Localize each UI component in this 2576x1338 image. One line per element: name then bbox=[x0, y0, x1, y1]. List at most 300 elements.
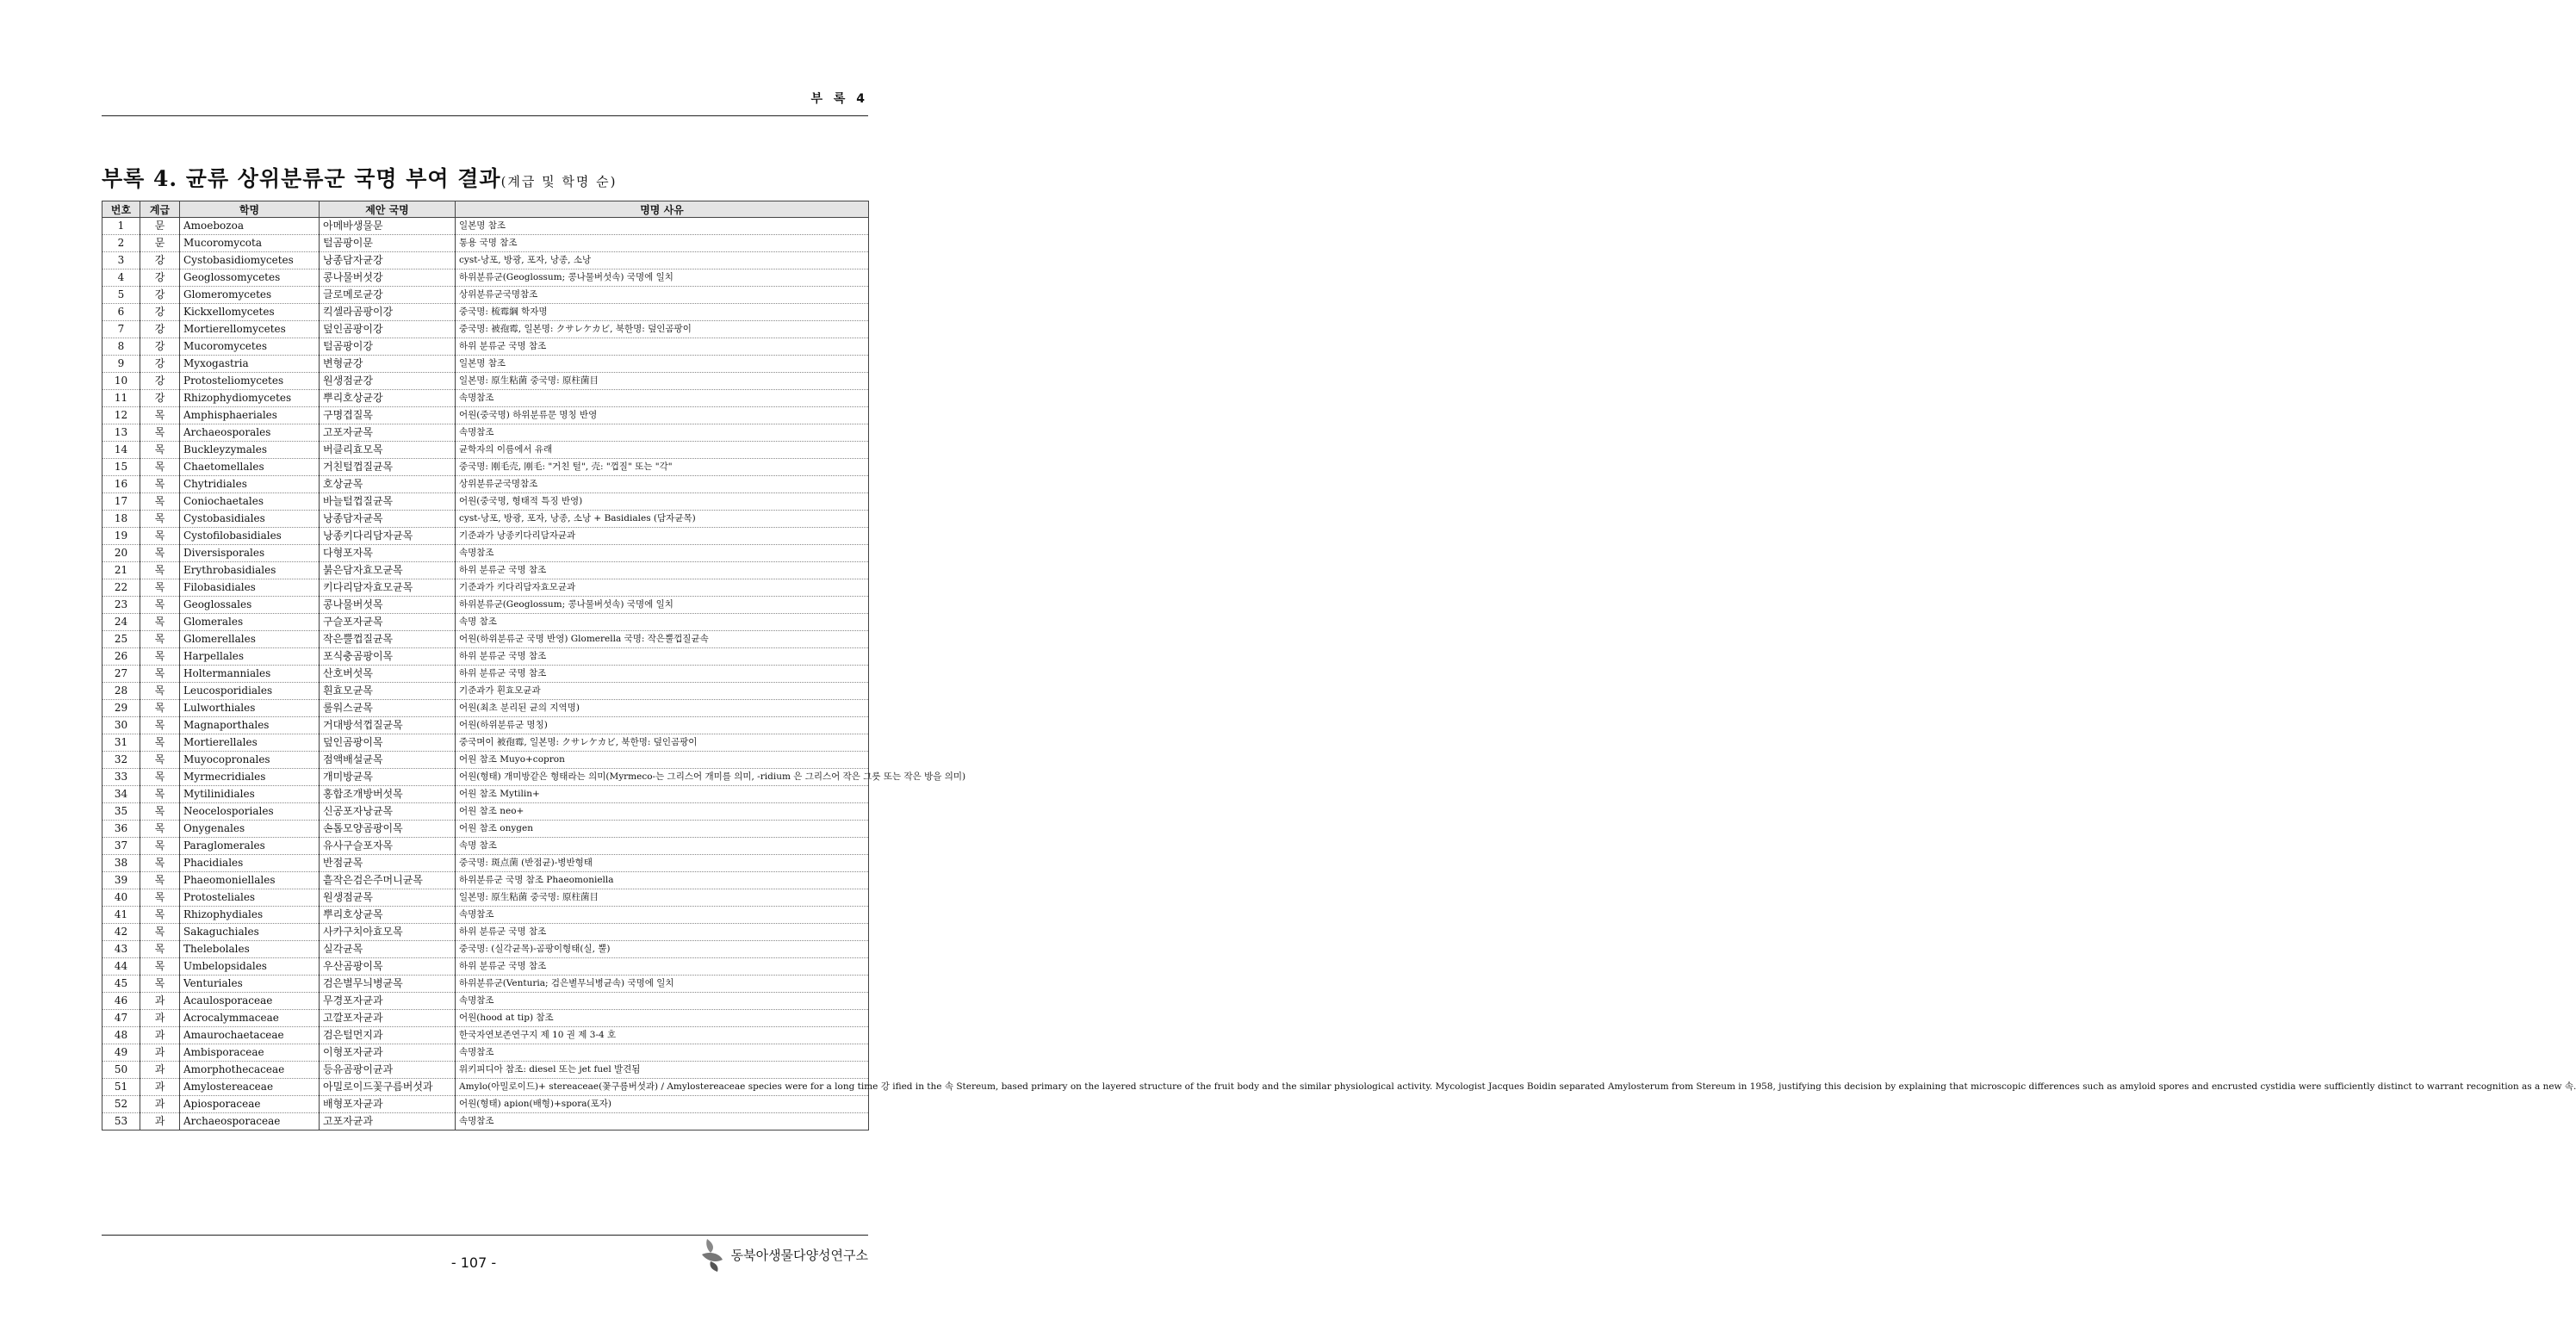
cell-rank: 강 bbox=[140, 269, 180, 287]
cell-scientific-name: Mytilinidiales bbox=[180, 786, 320, 803]
running-head: 부 록 4 bbox=[810, 92, 868, 106]
cell-rank: 목 bbox=[140, 786, 180, 803]
cell-number: 30 bbox=[102, 717, 140, 734]
cell-reason: 일본명: 原生粘菌 중국명: 原柱菌目 bbox=[456, 373, 869, 390]
cell-reason: 하위 분류군 국명 참조 bbox=[456, 338, 869, 356]
cell-scientific-name: Rhizophydiales bbox=[180, 907, 320, 924]
cell-number: 26 bbox=[102, 648, 140, 666]
cell-number: 12 bbox=[102, 407, 140, 424]
cell-korean-name: 버클리효모목 bbox=[320, 442, 456, 459]
cell-number: 1 bbox=[102, 218, 140, 235]
cell-reason: 어원(중국명, 형태적 특징 반영) bbox=[456, 493, 869, 511]
cell-number: 7 bbox=[102, 321, 140, 338]
table-row bbox=[102, 924, 869, 941]
cell-korean-name: 신공포자낭균목 bbox=[320, 803, 456, 821]
cell-rank: 목 bbox=[140, 803, 180, 821]
cell-scientific-name: Filobasidiales bbox=[180, 579, 320, 597]
table-row bbox=[102, 683, 869, 700]
table-row bbox=[102, 545, 869, 562]
cell-korean-name: 이형포자균과 bbox=[320, 1044, 456, 1062]
cell-reason: 일본명 참조 bbox=[456, 218, 869, 235]
cell-reason: 속명 참조 bbox=[456, 838, 869, 855]
cell-korean-name: 포식충곰팡이목 bbox=[320, 648, 456, 666]
cell-rank: 목 bbox=[140, 631, 180, 648]
cell-number: 22 bbox=[102, 579, 140, 597]
table-row bbox=[102, 269, 869, 287]
table-row bbox=[102, 717, 869, 734]
cell-number: 39 bbox=[102, 872, 140, 889]
table-row bbox=[102, 1027, 869, 1044]
cell-rank: 문 bbox=[140, 218, 180, 235]
cell-scientific-name: Thelebolales bbox=[180, 941, 320, 958]
cell-reason: 하위분류군(Geoglossum; 콩나물버섯속) 국명에 일치 bbox=[456, 269, 869, 287]
table-row bbox=[102, 976, 869, 993]
cell-reason: cyst-낭포, 방광, 포자, 낭종, 소낭 + Basidiales (담자균목) bbox=[456, 511, 869, 528]
cell-rank: 강 bbox=[140, 390, 180, 407]
table-row bbox=[102, 252, 869, 269]
table-row bbox=[102, 821, 869, 838]
cell-korean-name: 거친털껍질균목 bbox=[320, 459, 456, 476]
cell-rank: 목 bbox=[140, 597, 180, 614]
table-row bbox=[102, 1062, 869, 1079]
cell-number: 19 bbox=[102, 528, 140, 545]
table-row bbox=[102, 287, 869, 304]
cell-number: 13 bbox=[102, 424, 140, 442]
table-row bbox=[102, 941, 869, 958]
cell-number: 37 bbox=[102, 838, 140, 855]
cell-korean-name: 무경포자균과 bbox=[320, 993, 456, 1010]
cell-reason: 어원(형태) 개미방같은 형태라는 의미(Myrmeco-는 그리스어 개미를 의미, -ridium 은 그리스어 작은 그릇 또는 작은 방을 의미) bbox=[456, 769, 869, 786]
cell-number: 38 bbox=[102, 855, 140, 872]
cell-rank: 과 bbox=[140, 1079, 180, 1096]
cell-reason: 어원(하위분류군 국명 반영) Glomerella 국명: 작은뿔껍질균속 bbox=[456, 631, 869, 648]
cell-scientific-name: Myrmecridiales bbox=[180, 769, 320, 786]
cell-korean-name: 콩나물버섯강 bbox=[320, 269, 456, 287]
cell-reason: 기준과가 흰효모균과 bbox=[456, 683, 869, 700]
cell-number: 2 bbox=[102, 235, 140, 252]
cell-korean-name: 고포자균과 bbox=[320, 1113, 456, 1130]
cell-korean-name: 원생점균강 bbox=[320, 373, 456, 390]
title-sub: (계급 및 학명 순) bbox=[500, 174, 618, 189]
table-row bbox=[102, 838, 869, 855]
cell-reason: 중국명: 刚毛壳, 刚毛: "거친 털", 壳: "껍질" 또는 "각" bbox=[456, 459, 869, 476]
cell-scientific-name: Coniochaetales bbox=[180, 493, 320, 511]
cell-rank: 강 bbox=[140, 252, 180, 269]
table-row bbox=[102, 235, 869, 252]
table-row bbox=[102, 511, 869, 528]
cell-rank: 목 bbox=[140, 666, 180, 683]
cell-number: 53 bbox=[102, 1113, 140, 1130]
cell-korean-name: 구슬포자균목 bbox=[320, 614, 456, 631]
cell-scientific-name: Amorphothecaceae bbox=[180, 1062, 320, 1079]
cell-korean-name: 등유곰팡이균과 bbox=[320, 1062, 456, 1079]
cell-scientific-name: Onygenales bbox=[180, 821, 320, 838]
cell-number: 42 bbox=[102, 924, 140, 941]
cell-korean-name: 작은뿔껍질균목 bbox=[320, 631, 456, 648]
cell-scientific-name: Paraglomerales bbox=[180, 838, 320, 855]
cell-rank: 목 bbox=[140, 407, 180, 424]
cell-number: 3 bbox=[102, 252, 140, 269]
cell-rank: 목 bbox=[140, 545, 180, 562]
cell-number: 16 bbox=[102, 476, 140, 493]
page-title bbox=[102, 162, 618, 193]
cell-rank: 강 bbox=[140, 321, 180, 338]
cell-reason: 중국며이 被孢霉, 일본명: クサレケカビ, 북한명: 덮인곰팡이 bbox=[456, 734, 869, 752]
col-header-scientific-name: 학명 bbox=[180, 201, 320, 218]
cell-number: 31 bbox=[102, 734, 140, 752]
cell-rank: 목 bbox=[140, 614, 180, 631]
cell-korean-name: 킥셀라곰팡이강 bbox=[320, 304, 456, 321]
table-row bbox=[102, 1044, 869, 1062]
cell-rank: 목 bbox=[140, 511, 180, 528]
cell-reason: 중국명: 斑点菌 (반점균)-병반형태 bbox=[456, 855, 869, 872]
cell-reason: 일본명 참조 bbox=[456, 356, 869, 373]
cell-rank: 강 bbox=[140, 338, 180, 356]
taxa-table bbox=[102, 201, 2576, 1130]
cell-number: 4 bbox=[102, 269, 140, 287]
cell-number: 23 bbox=[102, 597, 140, 614]
cell-number: 40 bbox=[102, 889, 140, 907]
cell-korean-name: 털곰팡이문 bbox=[320, 235, 456, 252]
cell-korean-name: 콩나물버섯목 bbox=[320, 597, 456, 614]
cell-korean-name: 사카구치아효모목 bbox=[320, 924, 456, 941]
cell-reason: 어원(hood at tip) 참조 bbox=[456, 1010, 869, 1027]
table-row bbox=[102, 304, 869, 321]
cell-korean-name: 홍합조개방버섯목 bbox=[320, 786, 456, 803]
table-row bbox=[102, 1010, 869, 1027]
table-row bbox=[102, 218, 869, 235]
cell-rank: 목 bbox=[140, 941, 180, 958]
cell-scientific-name: Lulworthiales bbox=[180, 700, 320, 717]
table-row bbox=[102, 1113, 869, 1130]
cell-korean-name: 고깔포자균과 bbox=[320, 1010, 456, 1027]
cell-rank: 목 bbox=[140, 924, 180, 941]
cell-scientific-name: Mucoromycetes bbox=[180, 338, 320, 356]
cell-reason: 하위 분류군 국명 참조 bbox=[456, 648, 869, 666]
cell-korean-name: 검은털먼지과 bbox=[320, 1027, 456, 1044]
cell-scientific-name: Acrocalymmaceae bbox=[180, 1010, 320, 1027]
cell-rank: 목 bbox=[140, 717, 180, 734]
table-row bbox=[102, 614, 869, 631]
cell-reason: 속명 참조 bbox=[456, 614, 869, 631]
cell-scientific-name: Venturiales bbox=[180, 976, 320, 993]
cell-rank: 과 bbox=[140, 1027, 180, 1044]
table-row bbox=[102, 407, 869, 424]
cell-korean-name: 호상균목 bbox=[320, 476, 456, 493]
table-row bbox=[102, 476, 869, 493]
cell-rank: 목 bbox=[140, 476, 180, 493]
cell-scientific-name: Glomerales bbox=[180, 614, 320, 631]
cell-rank: 목 bbox=[140, 769, 180, 786]
cell-korean-name: 아메바생물문 bbox=[320, 218, 456, 235]
table-row bbox=[102, 769, 869, 786]
cell-rank: 문 bbox=[140, 235, 180, 252]
cell-scientific-name: Magnaporthales bbox=[180, 717, 320, 734]
cell-korean-name: 낭종키다리담자균목 bbox=[320, 528, 456, 545]
cell-rank: 강 bbox=[140, 287, 180, 304]
cell-korean-name: 덮인곰팡이목 bbox=[320, 734, 456, 752]
cell-scientific-name: Muyocopronales bbox=[180, 752, 320, 769]
cell-reason: 어원 참조 Mytilin+ bbox=[456, 786, 869, 803]
cell-korean-name: 바늘털껍질균목 bbox=[320, 493, 456, 511]
cell-scientific-name: Leucosporidiales bbox=[180, 683, 320, 700]
table-row bbox=[102, 855, 869, 872]
cell-rank: 목 bbox=[140, 976, 180, 993]
cell-scientific-name: Protosteliomycetes bbox=[180, 373, 320, 390]
cell-korean-name: 털곰팡이강 bbox=[320, 338, 456, 356]
cell-reason: 속명참조 bbox=[456, 907, 869, 924]
table-row bbox=[102, 373, 869, 390]
cell-scientific-name: Diversisporales bbox=[180, 545, 320, 562]
cell-reason: 통용 국명 참조 bbox=[456, 235, 869, 252]
cell-scientific-name: Neocelosporiales bbox=[180, 803, 320, 821]
cell-number: 51 bbox=[102, 1079, 140, 1096]
table-row bbox=[102, 872, 869, 889]
cell-reason: 속명참조 bbox=[456, 993, 869, 1010]
cell-korean-name: 산호버섯목 bbox=[320, 666, 456, 683]
cell-scientific-name: Apiosporaceae bbox=[180, 1096, 320, 1113]
cell-scientific-name: Glomerellales bbox=[180, 631, 320, 648]
cell-scientific-name: Geoglossomycetes bbox=[180, 269, 320, 287]
cell-scientific-name: Amoebozoa bbox=[180, 218, 320, 235]
cell-reason: 중국명: 被孢霉, 일본명: クサレケカビ, 북한명: 덮인곰팡이 bbox=[456, 321, 869, 338]
cell-rank: 목 bbox=[140, 838, 180, 855]
cell-rank: 목 bbox=[140, 855, 180, 872]
cell-number: 52 bbox=[102, 1096, 140, 1113]
table-row bbox=[102, 579, 869, 597]
leaf-logo-icon bbox=[698, 1237, 728, 1272]
cell-rank: 목 bbox=[140, 872, 180, 889]
table-row bbox=[102, 390, 869, 407]
cell-scientific-name: Harpellales bbox=[180, 648, 320, 666]
cell-reason: 어원 참조 onygen bbox=[456, 821, 869, 838]
cell-scientific-name: Ambisporaceae bbox=[180, 1044, 320, 1062]
cell-number: 14 bbox=[102, 442, 140, 459]
cell-number: 41 bbox=[102, 907, 140, 924]
cell-korean-name: 변형균강 bbox=[320, 356, 456, 373]
cell-reason: 균학자의 이름에서 유래 bbox=[456, 442, 869, 459]
cell-reason: 일본명: 原生粘菌 중국명: 原柱菌目 bbox=[456, 889, 869, 907]
cell-number: 35 bbox=[102, 803, 140, 821]
cell-rank: 목 bbox=[140, 889, 180, 907]
cell-rank: 목 bbox=[140, 752, 180, 769]
table-body bbox=[102, 218, 2576, 1130]
cell-korean-name: 붉은담자효모균목 bbox=[320, 562, 456, 579]
cell-reason: 상위분류군국명참조 bbox=[456, 287, 869, 304]
table-row bbox=[102, 803, 869, 821]
cell-korean-name: 검은별무늬병균목 bbox=[320, 976, 456, 993]
cell-korean-name: 다형포자목 bbox=[320, 545, 456, 562]
cell-reason: 어원(하위분류군 명칭) bbox=[456, 717, 869, 734]
cell-korean-name: 구명겹질목 bbox=[320, 407, 456, 424]
cell-reason: 기준과가 낭종키다리담자균과 bbox=[456, 528, 869, 545]
cell-reason: 속명참조 bbox=[456, 390, 869, 407]
cell-rank: 강 bbox=[140, 304, 180, 321]
cell-number: 20 bbox=[102, 545, 140, 562]
cell-scientific-name: Kickxellomycetes bbox=[180, 304, 320, 321]
cell-reason: 중국명: 梳霉綱 학자명 bbox=[456, 304, 869, 321]
cell-number: 36 bbox=[102, 821, 140, 838]
cell-rank: 목 bbox=[140, 700, 180, 717]
table-row bbox=[102, 528, 869, 545]
cell-scientific-name: Geoglossales bbox=[180, 597, 320, 614]
table-header-row bbox=[102, 201, 869, 218]
cell-number: 27 bbox=[102, 666, 140, 683]
cell-scientific-name: Glomeromycetes bbox=[180, 287, 320, 304]
cell-scientific-name: Holtermanniales bbox=[180, 666, 320, 683]
cell-reason: 어원(중국명) 하위분류문 명칭 반영 bbox=[456, 407, 869, 424]
cell-number: 33 bbox=[102, 769, 140, 786]
cell-korean-name: 거대방석껍질균목 bbox=[320, 717, 456, 734]
table-row bbox=[102, 1079, 869, 1096]
cell-number: 32 bbox=[102, 752, 140, 769]
cell-korean-name: 덮인곰팡이강 bbox=[320, 321, 456, 338]
cell-rank: 강 bbox=[140, 373, 180, 390]
cell-rank: 과 bbox=[140, 1062, 180, 1079]
cell-rank: 과 bbox=[140, 1096, 180, 1113]
cell-reason: 하위분류군 국명 참조 Phaeomoniella bbox=[456, 872, 869, 889]
cell-korean-name: 아밀로이드꽃구름버섯과 bbox=[320, 1079, 456, 1096]
cell-korean-name: 유사구슬포자목 bbox=[320, 838, 456, 855]
cell-number: 50 bbox=[102, 1062, 140, 1079]
cell-number: 24 bbox=[102, 614, 140, 631]
cell-scientific-name: Mortierellales bbox=[180, 734, 320, 752]
table-row bbox=[102, 700, 869, 717]
cell-reason: 하위 분류군 국명 참조 bbox=[456, 666, 869, 683]
col-header-rank: 계급 bbox=[140, 201, 180, 218]
cell-number: 25 bbox=[102, 631, 140, 648]
cell-korean-name: 고포자균목 bbox=[320, 424, 456, 442]
cell-reason: 하위분류군(Venturia; 검은별무늬병균속) 국명에 일치 bbox=[456, 976, 869, 993]
cell-reason: 속명참조 bbox=[456, 545, 869, 562]
table-row bbox=[102, 958, 869, 976]
table-row bbox=[102, 1096, 869, 1113]
cell-number: 8 bbox=[102, 338, 140, 356]
cell-rank: 목 bbox=[140, 579, 180, 597]
cell-scientific-name: Umbelopsidales bbox=[180, 958, 320, 976]
cell-scientific-name: Cystobasidiales bbox=[180, 511, 320, 528]
cell-number: 10 bbox=[102, 373, 140, 390]
table-row bbox=[102, 597, 869, 614]
cell-rank: 과 bbox=[140, 1010, 180, 1027]
cell-korean-name: 점액배설균목 bbox=[320, 752, 456, 769]
cell-scientific-name: Amaurochaetaceae bbox=[180, 1027, 320, 1044]
col-header-reason: 명명 사유 bbox=[456, 201, 869, 218]
cell-korean-name: 글로메로균강 bbox=[320, 287, 456, 304]
table-row bbox=[102, 442, 869, 459]
cell-reason: 상위분류군국명참조 bbox=[456, 476, 869, 493]
cell-scientific-name: Chaetomellales bbox=[180, 459, 320, 476]
cell-korean-name: 우산곰팡이목 bbox=[320, 958, 456, 976]
cell-korean-name: 손톱모양곰팡이목 bbox=[320, 821, 456, 838]
table-row bbox=[102, 752, 869, 769]
cell-korean-name: 뿌리호상균강 bbox=[320, 390, 456, 407]
cell-number: 47 bbox=[102, 1010, 140, 1027]
cell-reason: 기준과가 키다리담자효모균과 bbox=[456, 579, 869, 597]
cell-number: 29 bbox=[102, 700, 140, 717]
cell-number: 15 bbox=[102, 459, 140, 476]
cell-korean-name: 낭종담자균목 bbox=[320, 511, 456, 528]
cell-number: 6 bbox=[102, 304, 140, 321]
cell-scientific-name: Archaeosporales bbox=[180, 424, 320, 442]
cell-scientific-name: Acaulosporaceae bbox=[180, 993, 320, 1010]
cell-rank: 과 bbox=[140, 1113, 180, 1130]
table-row bbox=[102, 993, 869, 1010]
cell-korean-name: 룰워스균목 bbox=[320, 700, 456, 717]
cell-korean-name: 낭종담자균강 bbox=[320, 252, 456, 269]
cell-scientific-name: Archaeosporaceae bbox=[180, 1113, 320, 1130]
cell-reason: 중국명: (실각균목)-곰팡이형태(실, 뿔) bbox=[456, 941, 869, 958]
table-row bbox=[102, 734, 869, 752]
table-row bbox=[102, 666, 869, 683]
cell-scientific-name: Myxogastria bbox=[180, 356, 320, 373]
cell-korean-name: 흩작은검은주머니균목 bbox=[320, 872, 456, 889]
cell-number: 28 bbox=[102, 683, 140, 700]
cell-reason: 어원 참조 neo+ bbox=[456, 803, 869, 821]
cell-reason: cyst-낭포, 방광, 포자, 낭종, 소낭 bbox=[456, 252, 869, 269]
cell-korean-name: 반점균목 bbox=[320, 855, 456, 872]
cell-number: 18 bbox=[102, 511, 140, 528]
cell-korean-name: 실각균목 bbox=[320, 941, 456, 958]
cell-rank: 과 bbox=[140, 993, 180, 1010]
col-header-korean-name: 제안 국명 bbox=[320, 201, 456, 218]
cell-scientific-name: Chytridiales bbox=[180, 476, 320, 493]
cell-rank: 목 bbox=[140, 958, 180, 976]
cell-reason: 하위분류군(Geoglossum; 콩나물버섯속) 국명에 일치 bbox=[456, 597, 869, 614]
cell-rank: 목 bbox=[140, 528, 180, 545]
table-row bbox=[102, 648, 869, 666]
cell-rank: 목 bbox=[140, 907, 180, 924]
cell-reason: 속명참조 bbox=[456, 1044, 869, 1062]
table-row bbox=[102, 631, 869, 648]
table-row bbox=[102, 562, 869, 579]
cell-korean-name: 배형포자균과 bbox=[320, 1096, 456, 1113]
cell-reason: 하위 분류군 국명 참조 bbox=[456, 958, 869, 976]
cell-rank: 목 bbox=[140, 821, 180, 838]
cell-scientific-name: Amphisphaeriales bbox=[180, 407, 320, 424]
table-row bbox=[102, 424, 869, 442]
cell-scientific-name: Cystobasidiomycetes bbox=[180, 252, 320, 269]
cell-scientific-name: Sakaguchiales bbox=[180, 924, 320, 941]
cell-reason: Amylo(아밀로이드)+ stereaceae(꽃구름버섯과) / Amylostereaceae species were for a long time 강 ified in the 속 Stereum, based primary on the layered structure of the fruit body and the similar physiological activity. Mycologist Jacques Boidin separated Amylosterum from Stereum in 1958, justifying this decision by explaining that microscopic differences such as amyloid spores and encrusted cystidia were sufficiently distinct to warrant recognition as a new 속. bbox=[456, 1079, 869, 1096]
cell-rank: 강 bbox=[140, 356, 180, 373]
cell-rank: 목 bbox=[140, 562, 180, 579]
cell-number: 49 bbox=[102, 1044, 140, 1062]
cell-rank: 목 bbox=[140, 493, 180, 511]
cell-reason: 위키피디아 참조: diesel 또는 jet fuel 발견됨 bbox=[456, 1062, 869, 1079]
cell-scientific-name: Phaeomoniellales bbox=[180, 872, 320, 889]
cell-number: 9 bbox=[102, 356, 140, 373]
cell-number: 34 bbox=[102, 786, 140, 803]
cell-reason: 속명참조 bbox=[456, 424, 869, 442]
cell-rank: 목 bbox=[140, 734, 180, 752]
cell-scientific-name: Phacidiales bbox=[180, 855, 320, 872]
cell-number: 5 bbox=[102, 287, 140, 304]
cell-number: 17 bbox=[102, 493, 140, 511]
cell-rank: 목 bbox=[140, 424, 180, 442]
cell-number: 21 bbox=[102, 562, 140, 579]
title-main: 부록 4. 균류 상위분류군 국명 부여 결과 bbox=[102, 166, 501, 191]
cell-number: 43 bbox=[102, 941, 140, 958]
cell-reason: 한국자연보존연구지 제 10 권 제 3-4 호 bbox=[456, 1027, 869, 1044]
cell-rank: 목 bbox=[140, 648, 180, 666]
cell-scientific-name: Protosteliales bbox=[180, 889, 320, 907]
institute-logo bbox=[698, 1237, 868, 1272]
cell-korean-name: 개미방균목 bbox=[320, 769, 456, 786]
cell-number: 45 bbox=[102, 976, 140, 993]
cell-reason: 어원(최초 분리된 균의 지역명) bbox=[456, 700, 869, 717]
institute-name: 동북아생물다양성연구소 bbox=[730, 1247, 868, 1263]
